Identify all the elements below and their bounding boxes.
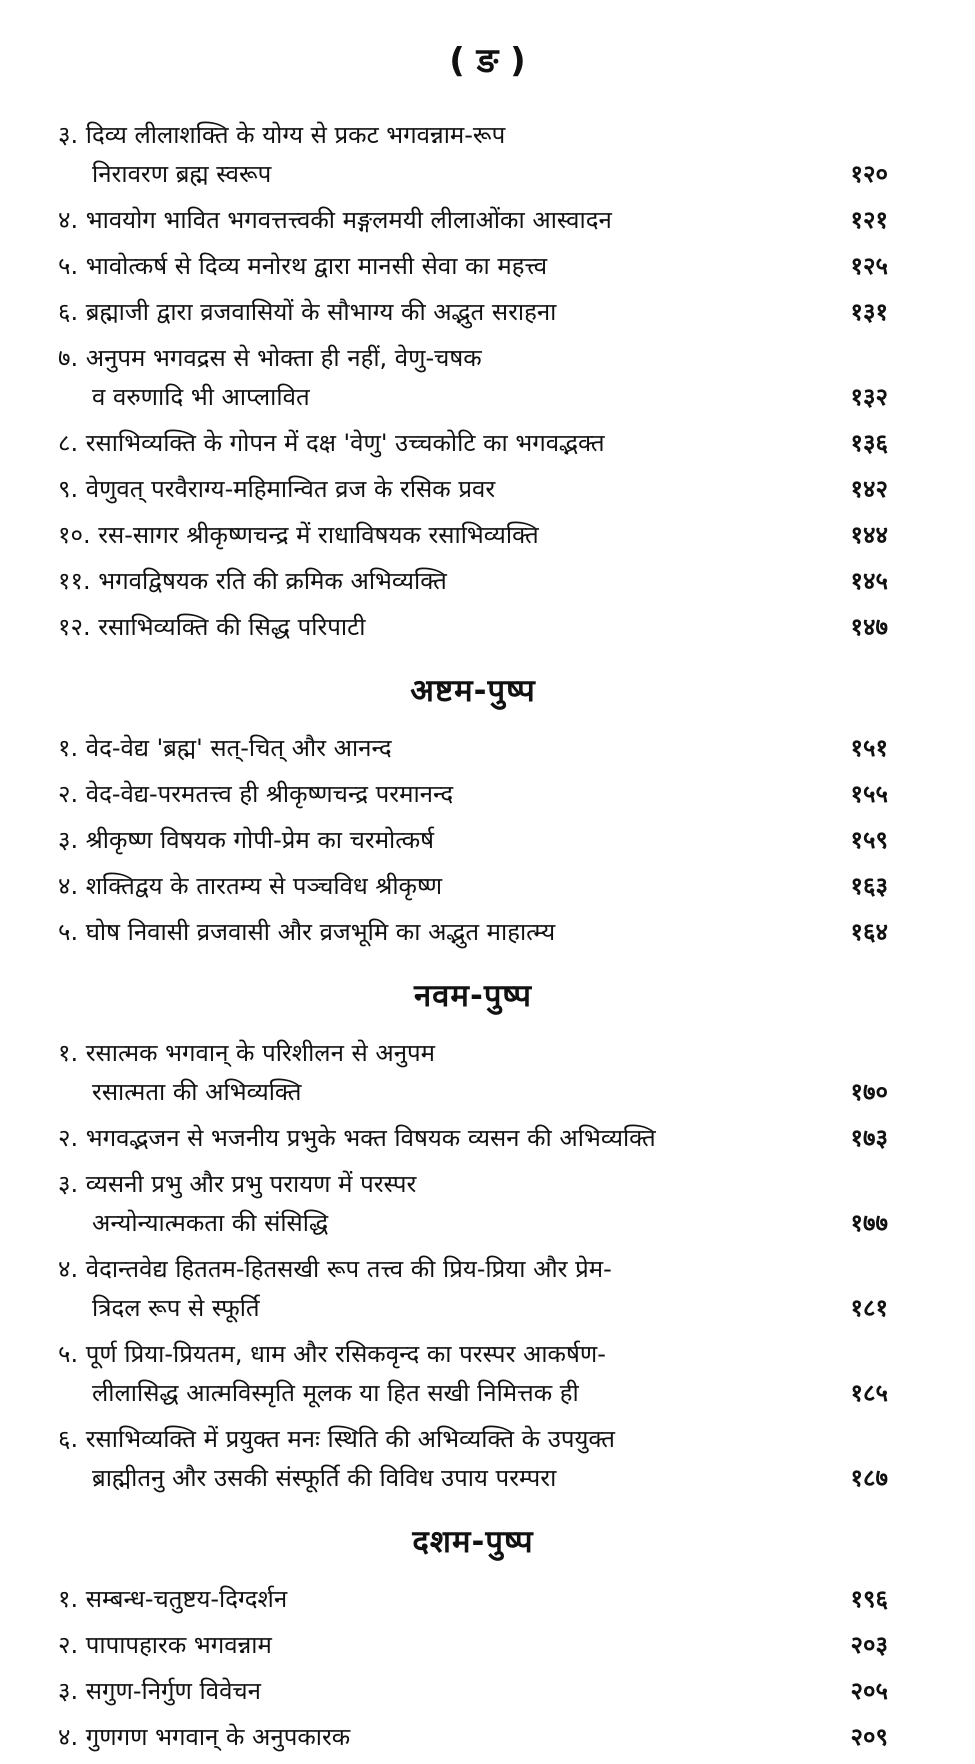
entry-title-line: ६. रसाभिव्यक्ति में प्रयुक्त मनः स्थिति की अभिव्यक्ति के उपयुक्त — [58, 1425, 615, 1453]
entry-title-line: ६. ब्रह्माजी द्वारा व्रजवासियों के सौभाग्य की अद्भुत सराहना — [58, 298, 557, 326]
entry-title — [58, 470, 824, 509]
entry-page-number: २०५ — [850, 1677, 888, 1705]
entry-title-line: ४. भावयोग भावित भगवत्तत्त्वकी मङ्गलमयी लीलाओंका आस्वादन — [58, 206, 612, 234]
entry-page-number: १७३ — [850, 1124, 888, 1152]
entry-title-line: ३. सगुण-निर्गुण विवेचन — [58, 1677, 261, 1705]
toc-entry — [58, 1626, 888, 1665]
page-number: ( ङ ) — [449, 41, 526, 81]
entry-page-number: २०३ — [850, 1631, 888, 1659]
toc-entry — [58, 516, 888, 555]
entry-title — [58, 1718, 824, 1757]
entry-title-line: १. रसात्मक भगवान् के परिशीलन से अनुपम — [58, 1039, 436, 1067]
entry-title — [58, 516, 824, 555]
toc-entry — [58, 201, 888, 240]
toc-entry — [58, 1119, 888, 1158]
entry-title — [58, 201, 824, 240]
entry-title-line: २. भगवद्भजन से भजनीय प्रभुके भक्त विषयक व्यसन की अभिव्यक्ति — [58, 1124, 656, 1152]
entry-page-number: १७० — [850, 1078, 888, 1106]
entry-page-number: १३१ — [850, 298, 888, 326]
entry-title — [58, 1165, 824, 1243]
entry-title — [58, 424, 824, 463]
entry-page-number: १९६ — [850, 1585, 888, 1613]
entry-title-line: ३. दिव्य लीलाशक्ति के योग्य से प्रकट भगवन्नाम-रूप — [58, 121, 506, 149]
entry-title-line: १०. रस-सागर श्रीकृष्णचन्द्र में राधाविषयक रसाभिव्यक्ति — [58, 521, 539, 549]
entry-title-line: ५. पूर्ण प्रिया-प्रियतम, धाम और रसिकवृन्द का परस्पर आकर्षण- — [58, 1340, 606, 1368]
toc-entry — [58, 470, 888, 509]
entry-title-line: १. वेद-वेद्य 'ब्रह्म' सत्-चित् और आनन्द — [58, 734, 392, 762]
entry-title — [58, 608, 824, 647]
entry-page-number: १२५ — [850, 252, 888, 280]
entry-title-line: ४. शक्तिद्वय के तारतम्य से पञ्चविध श्रीकृष्ण — [58, 872, 443, 900]
entry-title — [58, 1420, 824, 1498]
entry-page-number: १५१ — [850, 734, 888, 762]
entry-title-line: ५. भावोत्कर्ष से दिव्य मनोरथ द्वारा मानसी सेवा का महत्त्व — [58, 252, 548, 280]
toc-entry — [58, 424, 888, 463]
entry-title — [58, 562, 824, 601]
entry-page-number: १६४ — [850, 918, 888, 946]
toc-entry — [58, 247, 888, 286]
toc-entry — [58, 821, 888, 860]
entry-title — [58, 729, 824, 768]
toc-entry — [58, 1718, 888, 1757]
entry-page-number: २०९ — [850, 1723, 888, 1751]
table-of-contents — [58, 116, 888, 1764]
toc-entry — [58, 1250, 888, 1328]
entry-page-number: १४२ — [850, 475, 888, 503]
entry-title-line: ब्राह्मीतनु और उसकी संस्फूर्ति की विविध उपाय परम्परा — [92, 1464, 557, 1492]
toc-entry — [58, 116, 888, 194]
entry-title-line: १२. रसाभिव्यक्ति की सिद्ध परिपाटी — [58, 613, 366, 641]
section-heading: अष्टम-पुष्प — [410, 673, 536, 709]
entry-title — [58, 1034, 824, 1112]
entry-title-line: ३. व्यसनी प्रभु और प्रभु परायण में परस्पर — [58, 1170, 417, 1198]
toc-entry — [58, 1034, 888, 1112]
entry-title-line: अन्योन्यात्मकता की संसिद्धि — [92, 1209, 329, 1237]
toc-entry — [58, 775, 888, 814]
entry-page-number: १५५ — [850, 780, 888, 808]
toc-entry — [58, 867, 888, 906]
section-heading: दशम-पुष्प — [412, 1524, 534, 1560]
entry-page-number: १६३ — [850, 872, 888, 900]
entry-page-number: १२० — [850, 160, 888, 188]
entry-title-line: १. सम्बन्ध-चतुष्टय-दिग्दर्शन — [58, 1585, 288, 1613]
entry-title-line: ४. गुणगण भगवान् के अनुपकारक — [58, 1723, 351, 1751]
entry-page-number: १४५ — [850, 567, 888, 595]
entry-page-number: १३६ — [850, 429, 888, 457]
entry-page-number: १४७ — [850, 613, 888, 641]
entry-page-number: १५९ — [850, 826, 888, 854]
toc-entry — [58, 1335, 888, 1413]
toc-entry — [58, 1165, 888, 1243]
toc-entry — [58, 293, 888, 332]
entry-title-line: लीलासिद्ध आत्मविस्मृति मूलक या हित सखी निमित्तक ही — [92, 1379, 579, 1407]
entry-page-number: १४४ — [850, 521, 888, 549]
entry-title — [58, 913, 824, 952]
entry-page-number: १८१ — [850, 1294, 888, 1322]
entry-page-number: १८५ — [850, 1379, 888, 1407]
entry-title — [58, 1250, 824, 1328]
toc-entry — [58, 913, 888, 952]
entry-title-line: २. पापापहारक भगवन्नाम — [58, 1631, 272, 1659]
entry-title — [58, 821, 824, 860]
entry-title — [58, 1335, 824, 1413]
entry-title-line: ५. घोष निवासी व्रजवासी और व्रजभूमि का अद्भुत माहात्म्य — [58, 918, 556, 946]
toc-entry — [58, 1580, 888, 1619]
entry-title-line: त्रिदल रूप से स्फूर्ति — [92, 1294, 260, 1322]
entry-title-line: निरावरण ब्रह्म स्वरूप — [92, 160, 272, 188]
toc-entry — [58, 608, 888, 647]
entry-title — [58, 775, 824, 814]
entry-title — [58, 1119, 824, 1158]
toc-entry — [58, 1672, 888, 1711]
entry-title-line: ९. वेणुवत् परवैराग्य-महिमान्वित व्रज के रसिक प्रवर — [58, 475, 496, 503]
entry-title — [58, 1580, 824, 1619]
entry-page-number: १७७ — [850, 1209, 888, 1237]
entry-title-line: ७. अनुपम भगवद्रस से भोक्ता ही नहीं, वेणु-चषक — [58, 344, 482, 372]
entry-title-line: रसात्मता की अभिव्यक्ति — [92, 1078, 302, 1106]
section-heading: नवम-पुष्प — [413, 978, 533, 1014]
toc-entry — [58, 1420, 888, 1498]
entry-title — [58, 116, 824, 194]
entry-title-line: २. वेद-वेद्य-परमतत्त्व ही श्रीकृष्णचन्द्र परमानन्द — [58, 780, 454, 808]
entry-title-line: ८. रसाभिव्यक्ति के गोपन में दक्ष 'वेणु' उच्चकोटि का भगवद्भक्त — [58, 429, 605, 457]
toc-entry — [58, 562, 888, 601]
entry-title-line: व वरुणादि भी आप्लावित — [92, 383, 310, 411]
entry-title — [58, 339, 824, 417]
entry-page-number: १८७ — [850, 1464, 888, 1492]
entry-page-number: १३२ — [850, 383, 888, 411]
entry-title-line: ३. श्रीकृष्ण विषयक गोपी-प्रेम का चरमोत्कर्ष — [58, 826, 435, 854]
toc-entry — [58, 339, 888, 417]
entry-title — [58, 293, 824, 332]
entry-title-line: ४. वेदान्तवेद्य हिततम-हितसखी रूप तत्त्व की प्रिय-प्रिया और प्रेम- — [58, 1255, 612, 1283]
entry-title-line: ११. भगवद्विषयक रति की क्रमिक अभिव्यक्ति — [58, 567, 447, 595]
entry-title — [58, 1672, 824, 1711]
entry-title — [58, 867, 824, 906]
entry-page-number: १२१ — [850, 206, 888, 234]
entry-title — [58, 247, 824, 286]
toc-entry — [58, 729, 888, 768]
entry-title — [58, 1626, 824, 1665]
